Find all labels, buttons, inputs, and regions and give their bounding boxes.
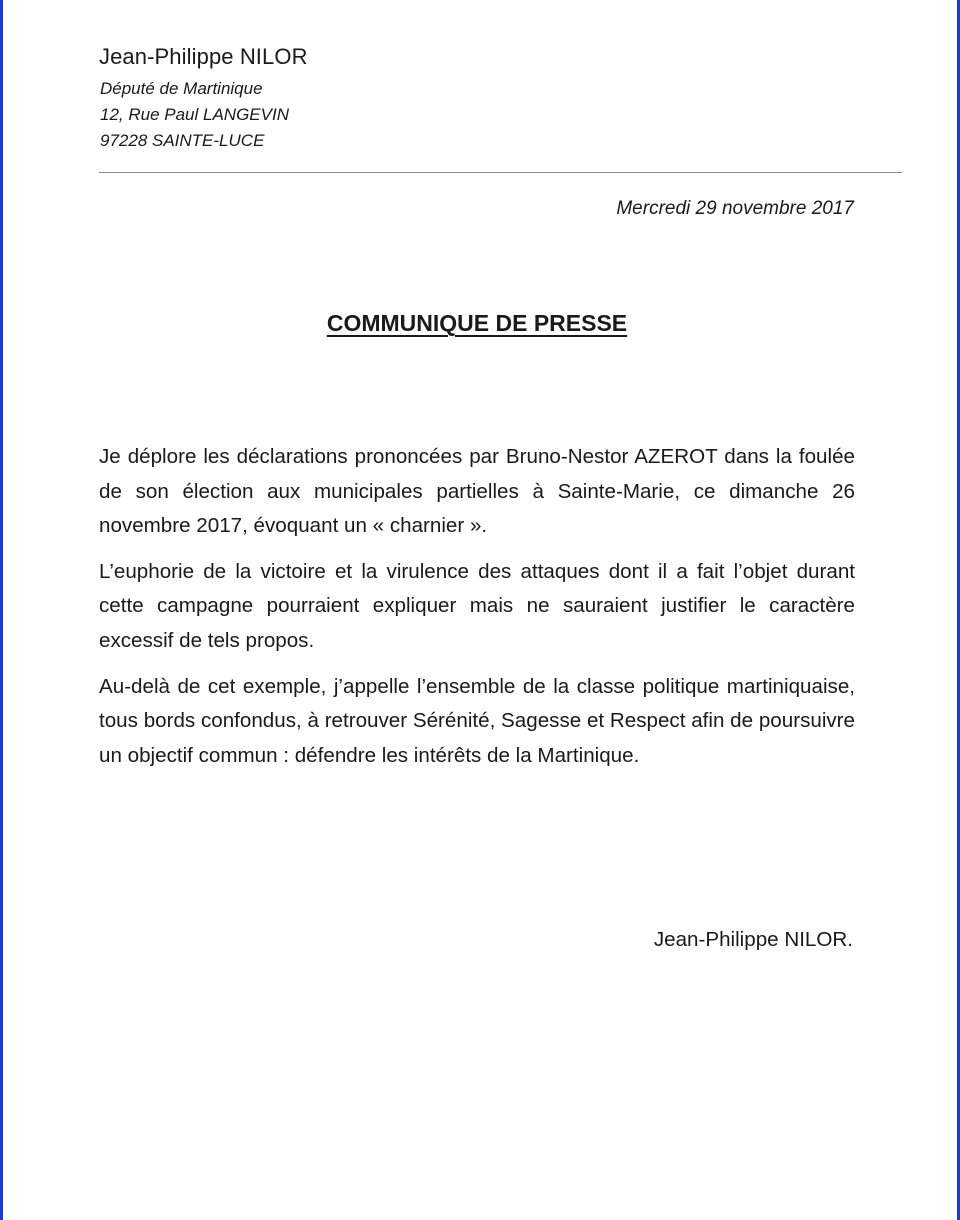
- sender-name: Jean-Philippe NILOR: [99, 44, 308, 69]
- body-paragraph-1: Je déplore les déclarations prononcées par Bruno-Nestor AZEROT dans la foulée de son élection aux municipales partielles à Sainte-Marie, ce dimanche 26 novembre 2017, évoquant un « charnier ».: [99, 445, 855, 538]
- body-paragraph-3: Au-delà de cet exemple, j’appelle l’ensemble de la classe politique martiniquaise, tous bords confondus, à retrouver Sérénité, Sagesse et Respect afin de poursuivre un objectif commun : défendre les intérêts de la Martinique.: [99, 674, 855, 767]
- document-title: [0, 310, 954, 337]
- document-body: [99, 440, 855, 784]
- document-title-text: COMMUNIQUE DE PRESSE: [326, 310, 628, 336]
- body-paragraph-2: L’euphorie de la victoire et la virulence des attaques dont il a fait l’objet durant cette campagne pourraient expliquer mais ne sauraient justifier le caractère excessif de tels propos.: [99, 559, 855, 652]
- sender-street: 12, Rue Paul LANGEVIN: [100, 105, 289, 124]
- signature: Jean-Philippe NILOR.: [653, 928, 853, 951]
- document-date: Mercredi 29 novembre 2017: [616, 198, 854, 219]
- sender-city: 97228 SAINTE-LUCE: [100, 131, 265, 150]
- sender-role: Député de Martinique: [100, 79, 263, 98]
- header-divider: [99, 172, 902, 173]
